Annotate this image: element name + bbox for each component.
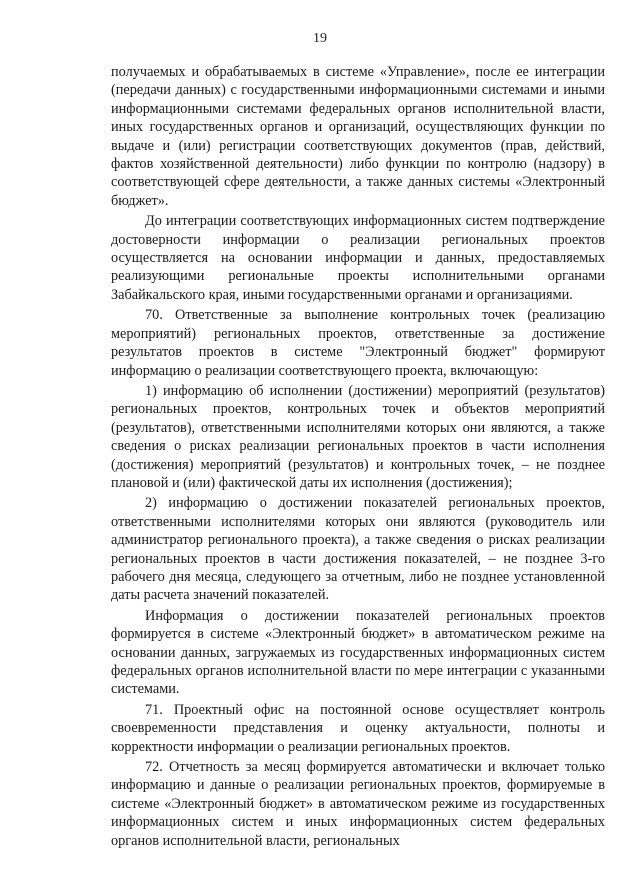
- paragraph-indicators-info: Информация о достижении показателей региональных проектов формируется в системе «Электронный бюджет» в автоматическом режиме на основании данных, загружаемых из государственных информационных систем федеральных органов исполнительной власти по мере интеграции с указанными системами.: [111, 607, 605, 698]
- paragraph-item-72: 72. Отчетность за месяц формируется автоматически и включает только информацию и данные о реализации региональных проектов, формируемые в системе «Электронный бюджет» в автоматическом режиме из государственных информационных систем и иных информационных систем федеральных органов исполнительной власти, региональных: [111, 759, 605, 849]
- paragraph-integration: До интеграции соответствующих информационных систем подтверждение достоверности информации о реализации региональных проектов осуществляется на основании информации и данных, предоставляемых реализующими региональные проекты исполнительными органами Забайкальского края, иными государственными органами и организациями.: [111, 213, 605, 303]
- paragraph-subitem-1: 1) информацию об исполнении (достижении) мероприятий (результатов) региональных проектов, контрольных точек и объектов мероприятий (результатов), ответственными исполнителями которых они являются, а также сведения о рисках реализации региональных проектов в части исполнения (достижения) мероприятий (результатов) и контрольных точек, – не позднее плановой и (или) фактической даты их исполнения (достижения);: [111, 382, 605, 491]
- paragraph-item-71: 71. Проектный офис на постоянной основе осуществляет контроль своевременности представления и оценку актуальности, полноты и корректности информации о реализации региональных проектов.: [111, 701, 605, 755]
- page-number: 19: [313, 31, 327, 46]
- paragraph-continuation: получаемых и обрабатываемых в системе «Управление», после ее интеграции (передачи данных) с государственными информационными системами и иными информационными системами федеральных органов исполнительной власти, иных государственных органов и организаций, осуществляющих функции по выдаче и (или) регистрации соответствующих документов (прав, действий, фактов хозяйственной деятельности) либо функции по контролю (надзору) в соответствующей сфере деятельности, а также данных системы «Электронный бюджет».: [111, 64, 605, 209]
- paragraph-item-70: 70. Ответственные за выполнение контрольных точек (реализацию мероприятий) региональных проектов, ответственные за достижение результатов проектов в системе "Электронный бюджет" формируют информацию о реализации соответствующего проекта, включающую:: [111, 307, 605, 379]
- paragraph-subitem-2: 2) информацию о достижении показателей региональных проектов, ответственными исполнителями которых они являются (руководитель или администратор регионального проекта), а также сведения о рисках реализации региональных проектов в части достижения показателей, – не позднее 3-го рабочего дня месяца, следующего за отчетным, либо не позднее установленной даты расчета значений показателей.: [111, 495, 605, 604]
- document-body: [111, 63, 605, 850]
